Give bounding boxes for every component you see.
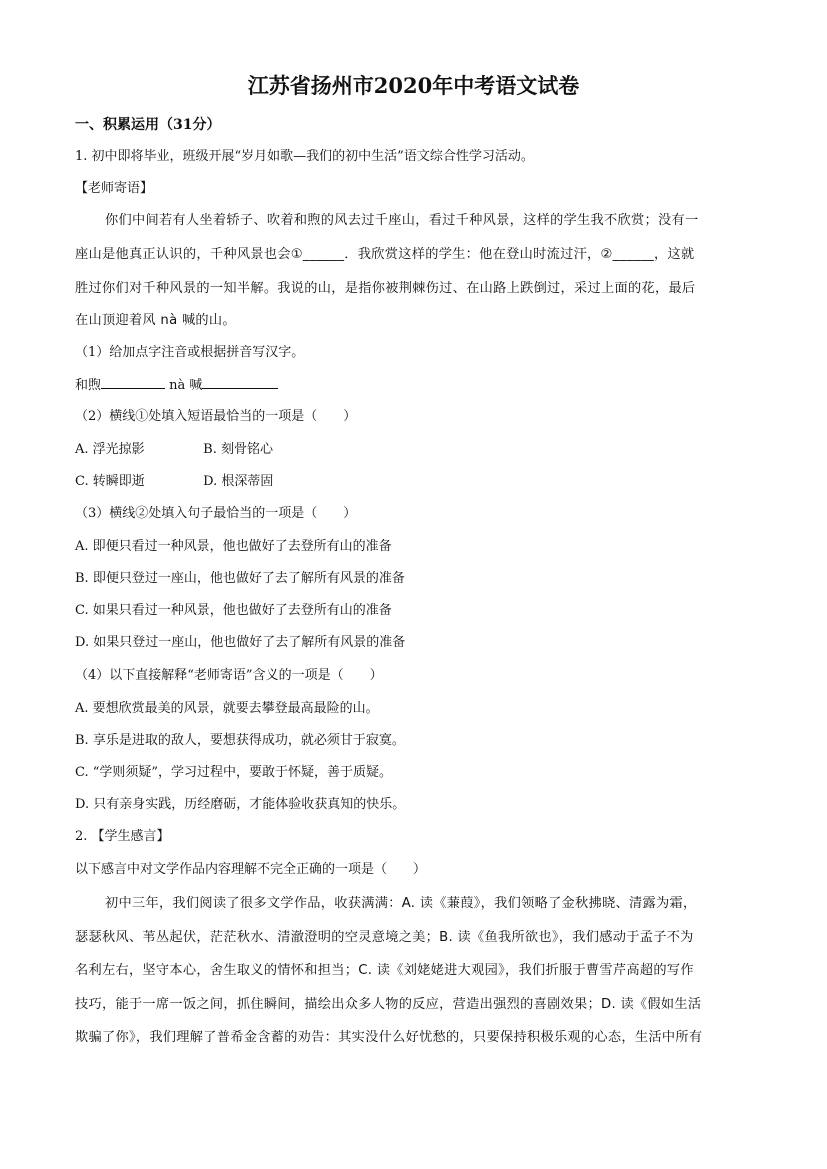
teacher-message-line: 胜过你们对千种风景的一知半解。我说的山，是指你被荆棘伤过、在山路上跌倒过，采过上面的花，最后 [75,281,696,296]
option-d[interactable]: D. 根深蒂固 [203,474,274,489]
section-heading: 一、积累运用（31分） [75,117,221,133]
passage-line: 初中三年，我们阅读了很多文学作品，收获满满：A. 读《蒹葭》，我们领略了金秋拂晓、清露为霜， [105,896,697,911]
subquestion-2: （2）横线①处填入短语最恰当的一项是（ ） [75,409,357,424]
option-c[interactable]: C. 如果只看过一种风景，他也做好了去登所有山的准备 [75,603,392,618]
option-b[interactable]: B. 刻骨铭心 [203,442,273,457]
option-c[interactable]: C. “学则须疑”，学习过程中，要敢于怀疑，善于质疑。 [75,765,393,780]
subquestion-1-blanks [75,375,278,395]
option-c[interactable]: C. 转瞬即逝 [75,474,145,489]
page-title: 江苏省扬州市2020年中考语文试卷 [247,73,580,98]
passage-line: 技巧，能于一席一饭之间，抓住瞬间，描绘出众多人物的反应，营造出强烈的喜剧效果；D. 读《假如生活 [75,997,702,1012]
subquestion-4: （4）以下直接解释“老师寄语”含义的一项是（ ） [75,668,383,683]
option-d[interactable]: D. 只有亲身实践，历经磨砺，才能体验收获真知的快乐。 [75,797,406,812]
subquestion-3: （3）横线②处填入句子最恰当的一项是（ ） [75,506,357,521]
question-2-prompt: 以下感言中对文学作品内容理解不完全正确的一项是（ ） [75,862,427,877]
teacher-message-line: 在山顶迎着风 nà 喊的山。 [75,313,236,328]
subquestion-1: （1）给加点字注音或根据拼音写汉字。 [75,345,305,360]
teacher-message-header: 【老师寄语】 [75,181,154,196]
option-b[interactable]: B. 即便只登过一座山，他也做好了去了解所有风景的准备 [75,571,405,586]
passage-line: 名利左右，坚守本心，舍生取义的情怀和担当；C. 读《刘姥姥进大观园》，我们折服于曹雪芹高超的写作 [75,963,694,978]
answer-blank[interactable] [101,375,165,389]
question-2-header: 2. 【学生感言】 [75,829,170,844]
passage-line: 瑟瑟秋风、苇丛起伏，茫茫秋水、清澈澄明的空灵意境之美；B. 读《鱼我所欲也》，我们感动于孟子不为 [75,930,694,945]
passage-line: 欺骗了你》，我们理解了普希金含蓄的劝告：其实没什么好忧愁的，只要保持积极乐观的心态，生活中所有 [75,1030,703,1045]
word-na-han: nà 喊 [169,378,203,393]
option-b[interactable]: B. 享乐是进取的敌人，要想获得成功，就必须甘于寂寞。 [75,733,405,748]
question-1-intro: 1. 初中即将毕业，班级开展“岁月如歌—我们的初中生活”语文综合性学习活动。 [75,149,534,164]
teacher-message-line: 座山是他真正认识的，千种风景也会①______．我欣赏这样的学生：他在登山时流过汗，②______，这就 [75,247,695,262]
option-d[interactable]: D. 如果只登过一座山，他也做好了去了解所有风景的准备 [75,635,406,650]
option-a[interactable]: A. 浮光掠影 [75,442,145,457]
word-hexu: 和煦 [75,378,102,393]
teacher-message-line: 你们中间若有人坐着轿子、吹着和煦的风去过千座山，看过千种风景，这样的学生我不欣赏；没有一 [105,213,699,228]
answer-blank[interactable] [202,375,278,389]
option-row [75,473,273,491]
option-a[interactable]: A. 即便只看过一种风景，他也做好了去登所有山的准备 [75,539,392,554]
option-row [75,441,273,459]
option-a[interactable]: A. 要想欣赏最美的风景，就要去攀登最高最险的山。 [75,701,379,716]
